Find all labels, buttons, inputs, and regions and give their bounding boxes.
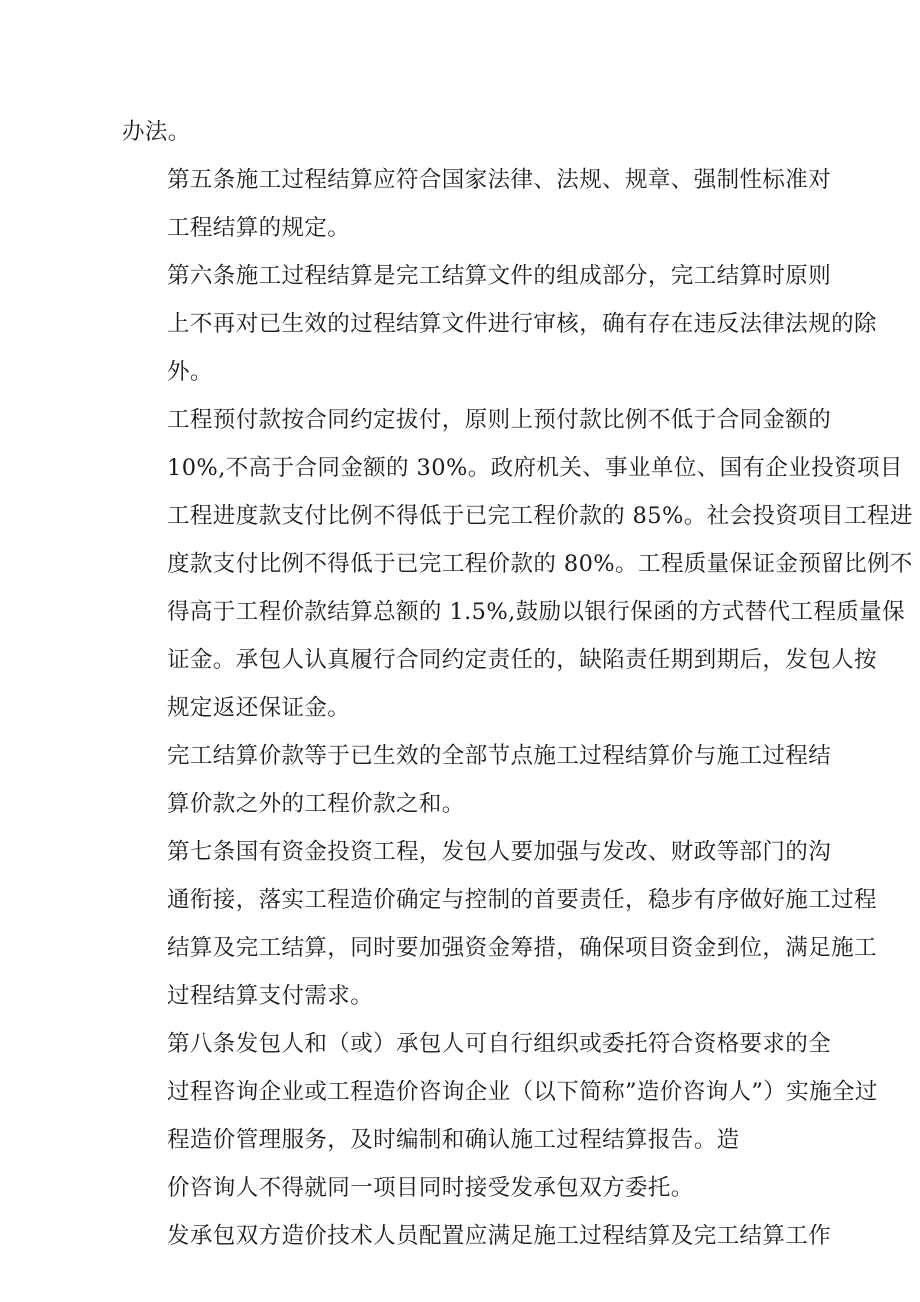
paragraph-line: [122, 972, 812, 1020]
article-number: 第五条: [167, 167, 236, 193]
line-text: 程造价管理服务，及时编制和确认施工过程结算报告。造: [167, 1127, 740, 1153]
line-text: 10%,不高于合同金额的 30%。政府机关、事业单位、国有企业投资项目: [167, 455, 903, 481]
line-text: 结算及完工结算，同时要加强资金筹措，确保项目资金到位，满足施工: [167, 935, 877, 961]
paragraph-line: [122, 396, 832, 444]
paragraph-line: [122, 252, 832, 300]
line-text: 过程结算支付需求。: [167, 983, 374, 1009]
line-text: 规定返还保证金。: [167, 695, 351, 721]
line-text: 过程咨询企业或工程造价咨询企业（以下简称”造价咨询人”）实施全过: [167, 1079, 878, 1105]
paragraph-line: [122, 684, 812, 732]
paragraph-line: [122, 828, 832, 876]
line-text: 工程结算的规定。: [167, 215, 351, 241]
paragraph-line: [122, 1068, 878, 1116]
paragraph-p0: [122, 108, 812, 156]
paragraph-p6: [122, 1020, 878, 1212]
paragraph-p2: [122, 252, 877, 396]
line-text: 发包人和（或）承包人可自行组织或委托符合资格要求的全: [235, 1031, 832, 1057]
paragraph-line: [122, 156, 832, 204]
paragraph-line: [122, 924, 877, 972]
paragraph-line: [122, 444, 903, 492]
paragraph-line: [122, 204, 812, 252]
line-text: 施工过程结算是完工结算文件的组成部分，完工结算时原则: [235, 263, 832, 289]
paragraph-p5: [122, 828, 877, 1020]
paragraph-line: [122, 588, 905, 636]
paragraph-line: [122, 348, 812, 396]
paragraph-line: [122, 1212, 832, 1260]
line-text: 算价款之外的工程价款之和。: [167, 791, 465, 817]
line-text: 办法。: [122, 119, 191, 145]
article-number: 第六条: [167, 263, 236, 289]
paragraph-p3: [122, 396, 913, 732]
paragraph-line: [122, 108, 812, 156]
paragraph-p4: [122, 732, 832, 828]
line-text: 价咨询人不得就同一项目同时接受发承包双方委托。: [167, 1175, 694, 1201]
line-text: 度款支付比例不得低于已完工程价款的 80%。工程质量保证金预留比例不: [167, 551, 913, 577]
paragraph-line: [122, 1116, 812, 1164]
line-text: 外。: [167, 359, 213, 385]
line-text: 工程进度款支付比例不得低于已完工程价款的 85%。社会投资项目工程进: [167, 503, 913, 529]
paragraph-line: [122, 540, 913, 588]
paragraph-line: [122, 1164, 812, 1212]
line-text: 施工过程结算应符合国家法律、法规、规章、强制性标准对: [235, 167, 832, 193]
line-text: 完工结算价款等于已生效的全部节点施工过程结算价与施工过程结: [167, 743, 832, 769]
paragraph-line: [122, 1020, 832, 1068]
line-text: 发承包双方造价技术人员配置应满足施工过程结算及完工结算工作: [167, 1223, 832, 1249]
line-text: 上不再对已生效的过程结算文件进行审核，确有存在违反法律法规的除: [167, 311, 877, 337]
line-text: 证金。承包人认真履行合同约定责任的，缺陷责任期到期后，发包人按: [167, 647, 877, 673]
paragraph-line: [122, 300, 877, 348]
line-text: 通衔接，落实工程造价确定与控制的首要责任，稳步有序做好施工过程: [167, 887, 877, 913]
paragraph-line: [122, 636, 877, 684]
line-text: 得高于工程价款结算总额的 1.5%,鼓励以银行保函的方式替代工程质量保: [167, 599, 905, 625]
paragraph-p7: [122, 1212, 832, 1260]
paragraph-line: [122, 876, 877, 924]
article-number: 第八条: [167, 1031, 236, 1057]
paragraph-line: [122, 732, 832, 780]
paragraph-line: [122, 492, 913, 540]
paragraph-p1: [122, 156, 832, 252]
line-text: 国有资金投资工程，发包人要加强与发改、财政等部门的沟: [235, 839, 832, 865]
article-number: 第七条: [167, 839, 236, 865]
line-text: 工程预付款按合同约定拔付，原则上预付款比例不低于合同金额的: [167, 407, 832, 433]
document-body: [122, 108, 913, 1260]
paragraph-line: [122, 780, 812, 828]
